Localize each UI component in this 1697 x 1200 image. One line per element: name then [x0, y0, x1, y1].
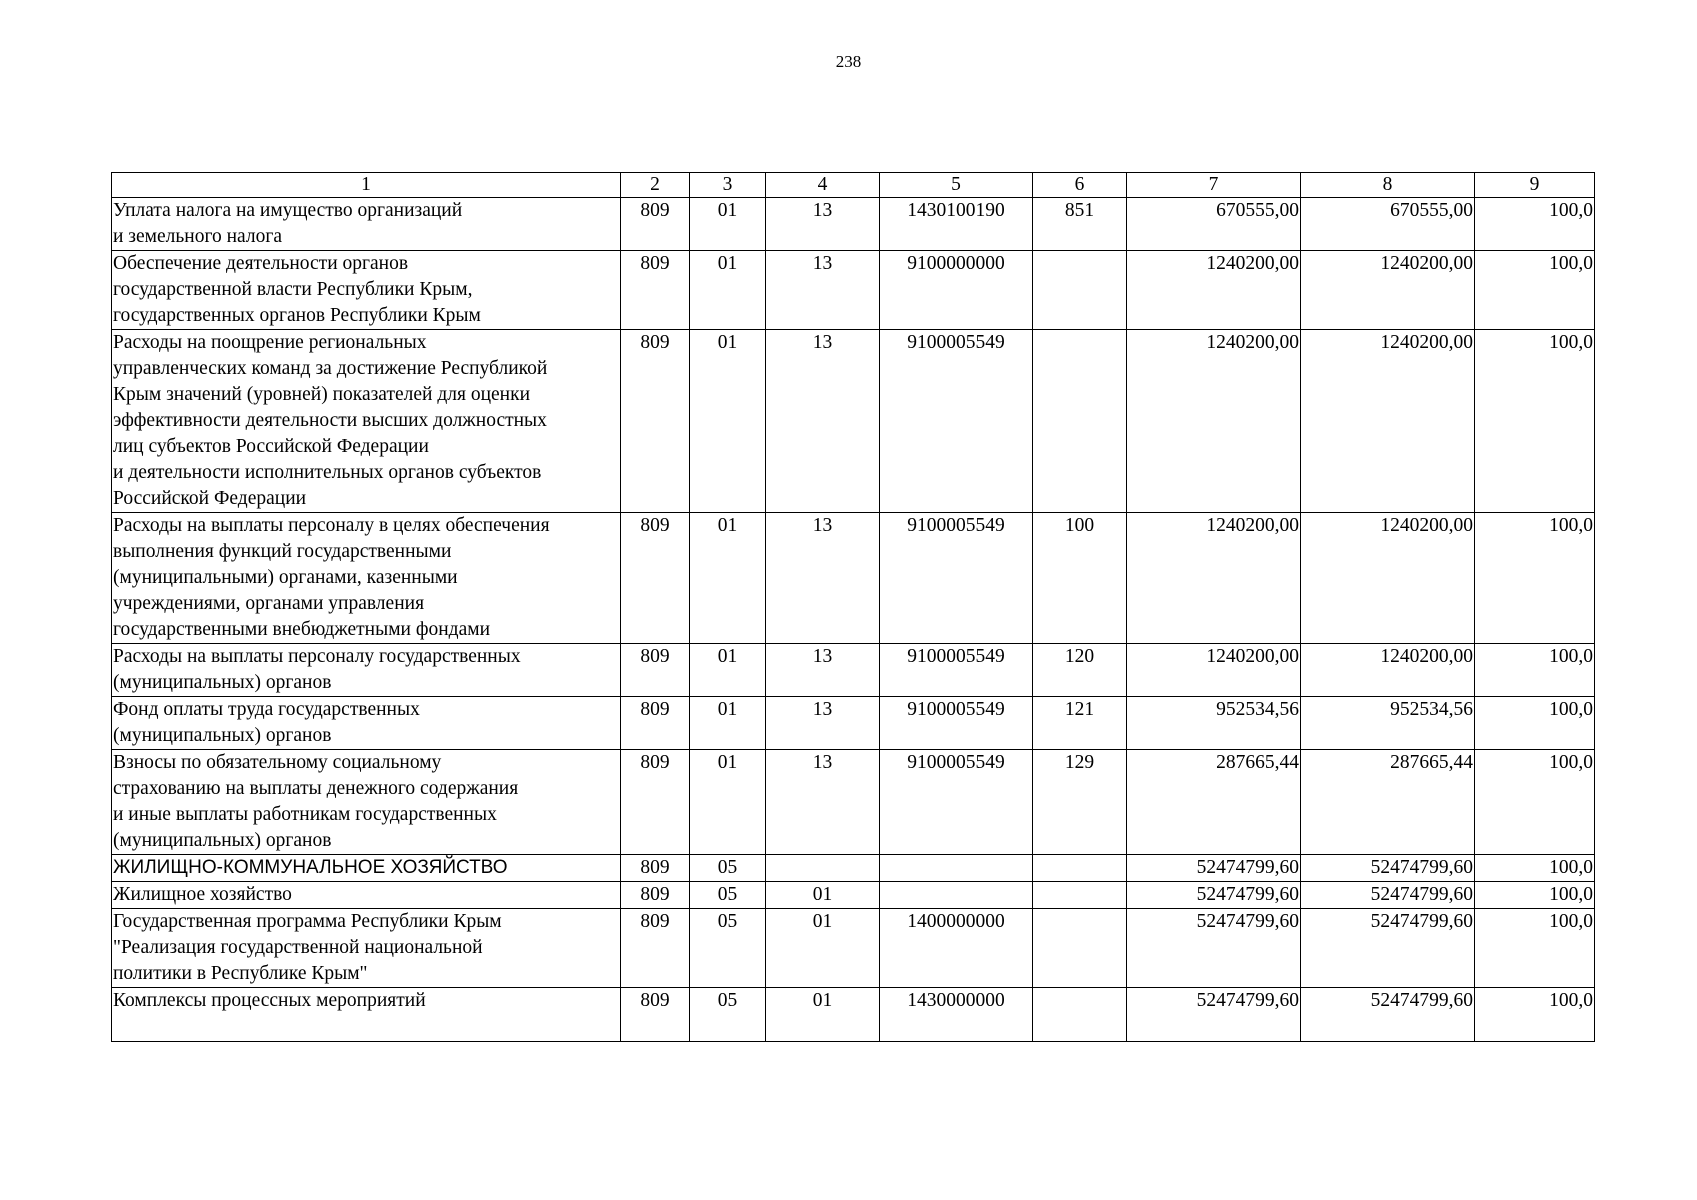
target-article-code: 9100005549	[880, 330, 1033, 513]
subsection-code: 01	[766, 909, 880, 988]
amount-planned: 52474799,60	[1127, 988, 1301, 1042]
amount-planned: 1240200,00	[1127, 330, 1301, 513]
row-name: ЖИЛИЩНО-КОММУНАЛЬНОЕ ХОЗЯЙСТВО	[112, 855, 621, 882]
amount-executed: 52474799,60	[1301, 988, 1475, 1042]
expense-type-code: 100	[1033, 513, 1127, 644]
expense-type-code: 851	[1033, 198, 1127, 251]
amount-planned: 1240200,00	[1127, 644, 1301, 697]
admin-code: 809	[621, 750, 690, 855]
target-article-code: 9100005549	[880, 697, 1033, 750]
table-row	[112, 882, 1595, 909]
admin-code: 809	[621, 697, 690, 750]
admin-code: 809	[621, 251, 690, 330]
subsection-code: 01	[766, 988, 880, 1042]
table-row	[112, 644, 1595, 697]
execution-percent: 100,0	[1475, 750, 1595, 855]
execution-percent: 100,0	[1475, 513, 1595, 644]
column-header: 9	[1475, 173, 1595, 198]
amount-executed: 52474799,60	[1301, 855, 1475, 882]
section-code: 05	[690, 855, 766, 882]
table-row	[112, 988, 1595, 1042]
target-article-code: 1430000000	[880, 988, 1033, 1042]
expense-type-code	[1033, 909, 1127, 988]
amount-executed: 1240200,00	[1301, 330, 1475, 513]
expense-type-code	[1033, 988, 1127, 1042]
column-header: 8	[1301, 173, 1475, 198]
table-row	[112, 330, 1595, 513]
amount-executed: 287665,44	[1301, 750, 1475, 855]
page-number: 238	[835, 52, 862, 71]
subsection-code: 13	[766, 251, 880, 330]
expense-type-code: 121	[1033, 697, 1127, 750]
expense-type-code: 120	[1033, 644, 1127, 697]
table-row	[112, 697, 1595, 750]
execution-percent: 100,0	[1475, 251, 1595, 330]
table-row	[112, 513, 1595, 644]
amount-planned: 52474799,60	[1127, 882, 1301, 909]
table-row	[112, 251, 1595, 330]
table-row	[112, 750, 1595, 855]
admin-code: 809	[621, 855, 690, 882]
admin-code: 809	[621, 644, 690, 697]
amount-planned: 670555,00	[1127, 198, 1301, 251]
execution-percent: 100,0	[1475, 988, 1595, 1042]
column-header: 6	[1033, 173, 1127, 198]
amount-executed: 52474799,60	[1301, 909, 1475, 988]
target-article-code	[880, 855, 1033, 882]
row-name: Жилищное хозяйство	[112, 882, 621, 909]
section-code: 01	[690, 644, 766, 697]
row-name: Расходы на поощрение региональных управленческих команд за достижение Республикой Крым значений (уровней) показателей для оценки эффективности деятельности высших должностных лиц субъектов Российской Федерации и деятельности исполнительных органов субъектов Российской Федерации	[112, 330, 621, 513]
expense-type-code	[1033, 330, 1127, 513]
expense-type-code	[1033, 855, 1127, 882]
row-name: Расходы на выплаты персоналу в целях обеспечения выполнения функций государственными (муниципальными) органами, казенными учреждениями, органами управления государственными внебюджетными фондами	[112, 513, 621, 644]
amount-planned: 952534,56	[1127, 697, 1301, 750]
column-header: 3	[690, 173, 766, 198]
row-name: Обеспечение деятельности органов государственной власти Республики Крым, государственных органов Республики Крым	[112, 251, 621, 330]
amount-executed: 1240200,00	[1301, 513, 1475, 644]
expense-type-code	[1033, 882, 1127, 909]
amount-executed: 1240200,00	[1301, 251, 1475, 330]
execution-percent: 100,0	[1475, 882, 1595, 909]
admin-code: 809	[621, 330, 690, 513]
amount-planned: 52474799,60	[1127, 855, 1301, 882]
execution-percent: 100,0	[1475, 644, 1595, 697]
subsection-code: 13	[766, 697, 880, 750]
table-row	[112, 855, 1595, 882]
row-name: Комплексы процессных мероприятий	[112, 988, 621, 1042]
column-number-row	[112, 173, 1595, 198]
target-article-code: 9100005549	[880, 750, 1033, 855]
column-header: 5	[880, 173, 1033, 198]
admin-code: 809	[621, 988, 690, 1042]
target-article-code	[880, 882, 1033, 909]
execution-percent: 100,0	[1475, 198, 1595, 251]
section-code: 05	[690, 882, 766, 909]
column-header: 2	[621, 173, 690, 198]
execution-percent: 100,0	[1475, 855, 1595, 882]
amount-planned: 1240200,00	[1127, 251, 1301, 330]
subsection-code: 01	[766, 882, 880, 909]
amount-executed: 52474799,60	[1301, 882, 1475, 909]
table-row	[112, 198, 1595, 251]
column-header: 7	[1127, 173, 1301, 198]
subsection-code: 13	[766, 513, 880, 644]
amount-planned: 287665,44	[1127, 750, 1301, 855]
expense-type-code	[1033, 251, 1127, 330]
admin-code: 809	[621, 882, 690, 909]
admin-code: 809	[621, 198, 690, 251]
amount-executed: 1240200,00	[1301, 644, 1475, 697]
amount-planned: 1240200,00	[1127, 513, 1301, 644]
section-code: 05	[690, 909, 766, 988]
section-code: 01	[690, 198, 766, 251]
subsection-code: 13	[766, 330, 880, 513]
target-article-code: 9100005549	[880, 513, 1033, 644]
admin-code: 809	[621, 513, 690, 644]
execution-percent: 100,0	[1475, 909, 1595, 988]
row-name: Уплата налога на имущество организаций и земельного налога	[112, 198, 621, 251]
row-name: Государственная программа Республики Крым "Реализация государственной национальной политики в Республике Крым"	[112, 909, 621, 988]
section-code: 01	[690, 513, 766, 644]
section-code: 01	[690, 330, 766, 513]
section-code: 01	[690, 251, 766, 330]
section-code: 01	[690, 750, 766, 855]
amount-executed: 670555,00	[1301, 198, 1475, 251]
amount-planned: 52474799,60	[1127, 909, 1301, 988]
subsection-code: 13	[766, 198, 880, 251]
admin-code: 809	[621, 909, 690, 988]
target-article-code: 9100000000	[880, 251, 1033, 330]
section-code: 05	[690, 988, 766, 1042]
subsection-code: 13	[766, 644, 880, 697]
target-article-code: 1400000000	[880, 909, 1033, 988]
section-code: 01	[690, 697, 766, 750]
target-article-code: 9100005549	[880, 644, 1033, 697]
target-article-code: 1430100190	[880, 198, 1033, 251]
subsection-code	[766, 855, 880, 882]
execution-percent: 100,0	[1475, 697, 1595, 750]
column-header: 4	[766, 173, 880, 198]
amount-executed: 952534,56	[1301, 697, 1475, 750]
budget-table	[111, 172, 1595, 1042]
subsection-code: 13	[766, 750, 880, 855]
row-name: Расходы на выплаты персоналу государственных (муниципальных) органов	[112, 644, 621, 697]
execution-percent: 100,0	[1475, 330, 1595, 513]
expense-type-code: 129	[1033, 750, 1127, 855]
row-name: Взносы по обязательному социальному страхованию на выплаты денежного содержания и иные выплаты работникам государственных (муниципальных) органов	[112, 750, 621, 855]
column-header: 1	[112, 173, 621, 198]
row-name: Фонд оплаты труда государственных (муниципальных) органов	[112, 697, 621, 750]
table-row	[112, 909, 1595, 988]
